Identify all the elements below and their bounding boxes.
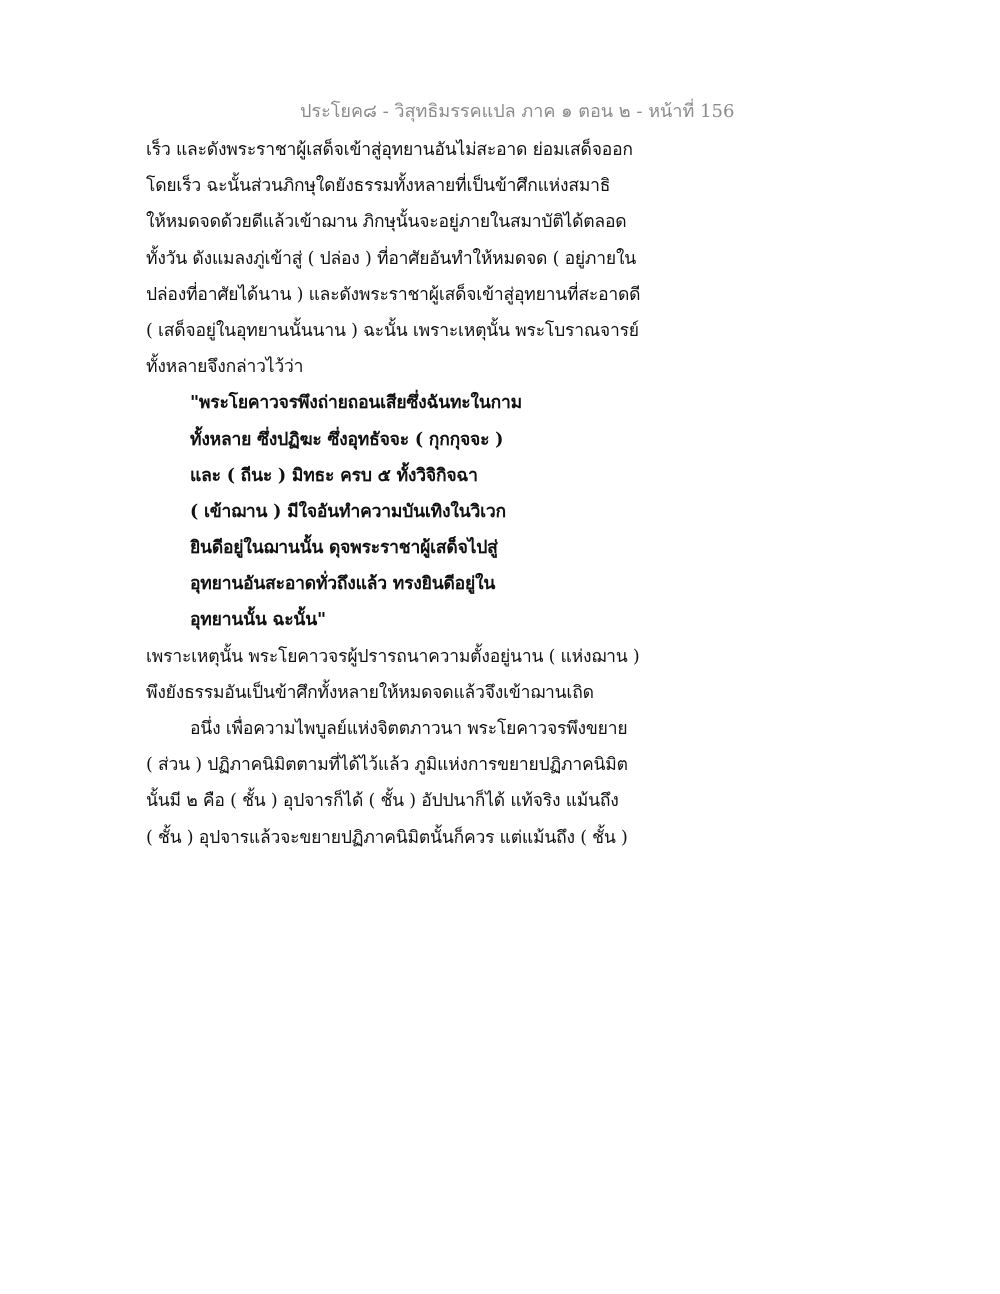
paragraph-1 [146, 132, 641, 385]
text-line: ให้หมดจดด้วยดีแล้วเข้าฌาน ภิกษุนั้นจะอยู่ภายในสมาบัติได้ตลอด [146, 212, 627, 233]
text-line: พึงยังธรรมอันเป็นข้าศึกทั้งหลายให้หมดจดแล้วจึงเข้าฌานเถิด [146, 682, 594, 703]
text-line: ( ชั้น ) อุปจารแล้วจะขยายปฏิภาคนิมิตนั้นก็ควร แต่แม้นถึง ( ชั้น ) [146, 827, 628, 848]
text-line: ( เสด็จอยู่ในอุทยานนั้นนาน ) ฉะนั้น เพราะเหตุนั้น พระโบราณจารย์ [146, 320, 639, 341]
verse-line: อุทยานนั้น ฉะนั้น" [190, 610, 326, 631]
text-line: โดยเร็ว ฉะนั้นส่วนภิกษุใดยังธรรมทั้งหลายที่เป็นข้าศึกแห่งสมาธิ [146, 176, 611, 197]
text-line: ทั้งวัน ดังแมลงภู่เข้าสู่ ( ปล่อง ) ที่อาศัยอันทำให้หมดจด ( อยู่ภายใน [146, 248, 637, 269]
text-line: ( ส่วน ) ปฏิภาคนิมิตตามที่ได้ไว้แล้ว ภูมิแห่งการขยายปฏิภาคนิมิต [146, 755, 628, 776]
text-line: เพราะเหตุนั้น พระโยคาวจรผู้ปรารถนาความตั้งอยู่นาน ( แห่งฌาน ) [146, 646, 640, 667]
paragraph-2 [146, 639, 640, 711]
verse-line: และ ( ถีนะ ) มิทธะ ครบ ๕ ทั้งวิจิกิจฉา [190, 465, 478, 486]
verse-line: อุทยานอันสะอาดทั่วถึงแล้ว ทรงยินดีอยู่ใน [190, 574, 496, 595]
verse-line: "พระโยคาวจรพึงถ่ายถอนเสียซึ่งฉันทะในกาม [190, 393, 522, 414]
text-line: ทั้งหลายจึงกล่าวไว้ว่า [146, 357, 304, 378]
verse-line: ทั้งหลาย ซึ่งปฏิฆะ ซึ่งอุทธัจจะ ( กุกกุจจะ ) [190, 429, 504, 450]
text-line: นั้นมี ๒ คือ ( ชั้น ) อุปจารก็ได้ ( ชั้น ) อัปปนาก็ได้ แท้จริง แม้นถึง [146, 791, 619, 812]
text-line: ปล่องที่อาศัยได้นาน ) และดังพระราชาผู้เสด็จเข้าสู่อุทยานที่สะอาดดี [146, 284, 641, 305]
verse-block [146, 385, 626, 638]
body-text [146, 132, 641, 856]
text-line: อนึ่ง เพื่อความไพบูลย์แห่งจิตตภาวนา พระโยคาวจรพึงขยาย [190, 719, 628, 739]
text-line: เร็ว และดังพระราชาผู้เสด็จเข้าสู่อุทยานอันไม่สะอาด ย่อมเสด็จออก [146, 140, 633, 160]
paragraph-3 [146, 711, 626, 856]
page-header: ประโยค๘ - วิสุทธิมรรคแปล ภาค ๑ ตอน ๒ - หน้าที่ 156 [300, 101, 735, 122]
verse-line: ยินดีอยู่ในฌานนั้น ดุจพระราชาผู้เสด็จไปสู่ [190, 538, 498, 559]
verse-line: ( เข้าฌาน ) มีใจอันทำความบันเทิงในวิเวก [190, 501, 506, 522]
